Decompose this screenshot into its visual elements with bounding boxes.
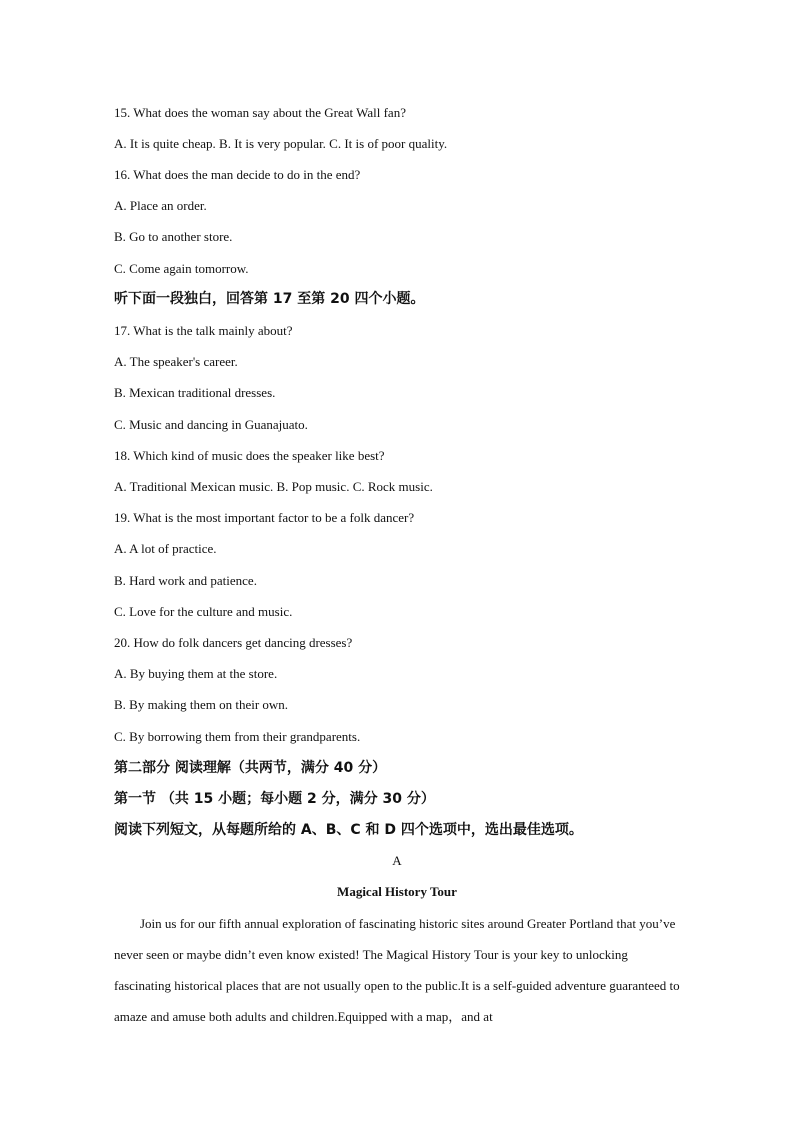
monologue-instruction: 听下面一段独白，回答第 17 至第 20 四个小题。: [114, 291, 425, 307]
question-17-option-b: B. Mexican traditional dresses.: [114, 385, 276, 400]
passage-title: Magical History Tour: [337, 884, 457, 899]
question-15: 15. What does the woman say about the Great Wall fan?: [114, 105, 406, 120]
question-17: 17. What is the talk mainly about?: [114, 323, 293, 338]
question-17-option-a: A. The speaker's career.: [114, 354, 238, 369]
question-20-option-b: B. By making them on their own.: [114, 697, 289, 712]
passage-letter: A: [392, 853, 402, 868]
question-20-option-a: A. By buying them at the store.: [114, 666, 278, 681]
question-19: 19. What is the most important factor to be a folk dancer?: [114, 510, 415, 525]
question-20: 20. How do folk dancers get dancing dresses?: [114, 635, 353, 650]
question-18-options: A. Traditional Mexican music. B. Pop music. C. Rock music.: [114, 479, 433, 494]
question-17-option-c: C. Music and dancing in Guanajuato.: [114, 417, 308, 432]
question-15-options: A. It is quite cheap. B. It is very popular. C. It is of poor quality.: [114, 136, 448, 151]
section1-heading: 第一节 （共 15 小题；每小题 2 分，满分 30 分）: [114, 791, 435, 807]
question-19-option-c: C. Love for the culture and music.: [114, 604, 293, 619]
question-16-option-a: A. Place an order.: [114, 198, 207, 213]
part2-heading: 第二部分 阅读理解（共两节，满分 40 分）: [114, 760, 387, 776]
question-16-option-c: C. Come again tomorrow.: [114, 261, 249, 276]
question-20-option-c: C. By borrowing them from their grandparents.: [114, 729, 361, 744]
question-16-option-b: B. Go to another store.: [114, 229, 233, 244]
question-18: 18. Which kind of music does the speaker like best?: [114, 448, 385, 463]
question-19-option-a: A. A lot of practice.: [114, 541, 217, 556]
question-19-option-b: B. Hard work and patience.: [114, 573, 257, 588]
passage-body: Join us for our fifth annual exploration of fascinating historic sites around Greater Portland that you’ve never seen or maybe didn’t even know existed! The Magical History Tour is your key to unlocking fascinating historical places that are not usually open to the public.It is a self-guided adventure guaranteed to amaze and amuse both adults and children.Equipped with a map，and at: [114, 916, 680, 1024]
reading-instructions: 阅读下列短文，从每题所给的 A、B、C 和 D 四个选项中，选出最佳选项。: [114, 822, 583, 838]
question-16: 16. What does the man decide to do in the end?: [114, 167, 361, 182]
